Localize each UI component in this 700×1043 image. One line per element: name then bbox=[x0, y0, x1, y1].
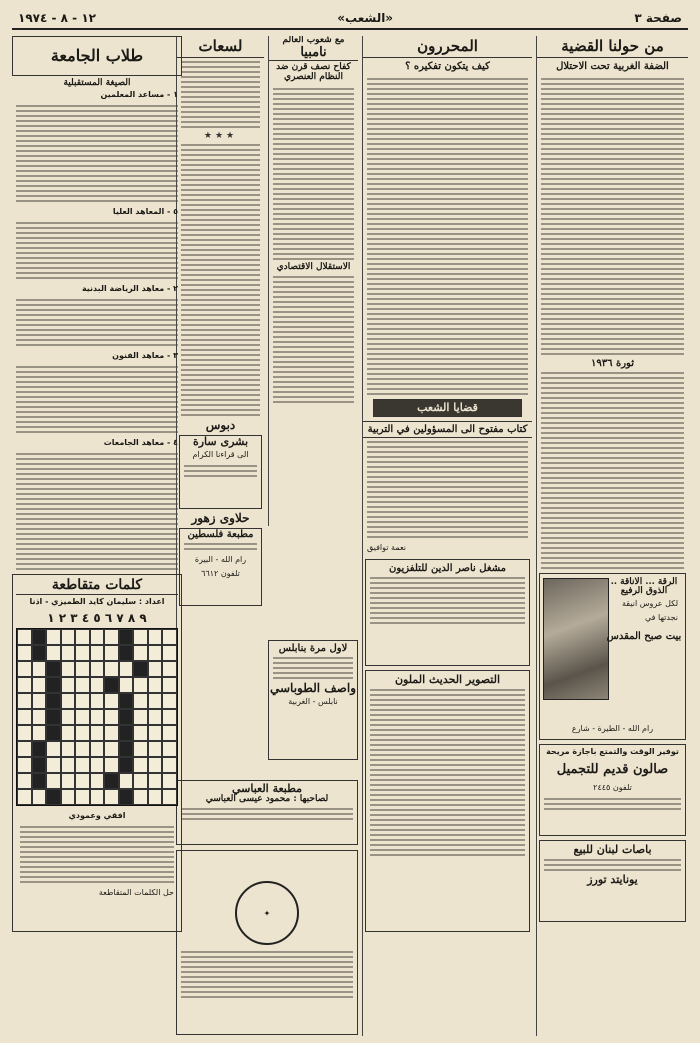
ad-bridal-text1: لكل عروس انيقة bbox=[621, 599, 678, 609]
crossword-cell bbox=[133, 725, 148, 741]
ad-bridal-brand: بيت صبح المقدس bbox=[606, 631, 682, 643]
column-1-masthead: من حولنا القضية bbox=[537, 36, 688, 58]
article-body-2b bbox=[363, 441, 532, 538]
article-body-3 bbox=[269, 88, 358, 260]
crossword-cell bbox=[104, 645, 119, 661]
crossword-cell bbox=[119, 789, 134, 805]
crossword-cell bbox=[61, 677, 76, 693]
crossword-cell bbox=[46, 757, 61, 773]
crossword-cell bbox=[90, 629, 105, 645]
ad-emblem bbox=[176, 850, 358, 1035]
article-2-footer: نعمة توافيق bbox=[367, 542, 407, 552]
crossword-cell bbox=[32, 645, 47, 661]
crossword-cell bbox=[119, 629, 134, 645]
crossword-cell bbox=[32, 661, 47, 677]
crossword-cell bbox=[162, 725, 177, 741]
box-qadaya: قضايا الشعب bbox=[373, 399, 522, 417]
crossword-cell bbox=[61, 693, 76, 709]
crossword-cell bbox=[17, 645, 32, 661]
box-good-news bbox=[179, 435, 262, 509]
crossword-cell bbox=[75, 725, 90, 741]
crossword-cell bbox=[148, 725, 163, 741]
crossword-cell bbox=[148, 645, 163, 661]
column-3-kicker: مع شعوب العالم bbox=[282, 36, 345, 45]
emblem-logo: ✦ bbox=[235, 881, 299, 945]
crossword-cell bbox=[104, 629, 119, 645]
issue-date: ١٢ - ٨ - ١٩٧٤ bbox=[18, 11, 96, 25]
crossword-cell bbox=[46, 709, 61, 725]
ad-salon bbox=[539, 744, 686, 836]
crossword-title: كلمات متقاطعة bbox=[16, 578, 178, 594]
ad-nablus-title: لاول مرة بنابلس bbox=[278, 643, 348, 654]
crossword-cell bbox=[61, 661, 76, 677]
crossword-cell bbox=[61, 757, 76, 773]
crossword-cell bbox=[32, 725, 47, 741]
column-3-masthead: نامبيا bbox=[269, 46, 358, 61]
page-number: صفحة ٣ bbox=[634, 11, 682, 25]
page-header bbox=[12, 8, 688, 30]
crossword-cell bbox=[90, 773, 105, 789]
column-5 bbox=[12, 36, 182, 1036]
crossword-cell bbox=[46, 661, 61, 677]
crossword-cell bbox=[119, 773, 134, 789]
ad-buses-company: يونايتد تورز bbox=[587, 872, 638, 886]
crossword-cell bbox=[61, 629, 76, 645]
crossword-cell bbox=[17, 629, 32, 645]
crossword-cell bbox=[162, 629, 177, 645]
crossword-cell bbox=[104, 709, 119, 725]
separator-stars: ★★★ bbox=[203, 130, 238, 141]
ad-palestine-press-title: مطبعة فلسطين bbox=[187, 528, 254, 540]
crossword-cell bbox=[104, 757, 119, 773]
crossword-cell bbox=[17, 789, 32, 805]
crossword-cell bbox=[162, 709, 177, 725]
crossword-cell bbox=[75, 693, 90, 709]
column-4 bbox=[176, 36, 264, 776]
article-body-1 bbox=[537, 78, 688, 355]
crossword-cell bbox=[17, 725, 32, 741]
column-5-masthead: طلاب الجامعة bbox=[12, 36, 182, 76]
column-3 bbox=[268, 36, 358, 526]
crossword-cell bbox=[104, 661, 119, 677]
section-3: ٣ - معاهد الفنون bbox=[112, 351, 178, 361]
ad-salon-title: صالون قديم للتجميل bbox=[556, 761, 669, 777]
crossword-cell bbox=[46, 741, 61, 757]
ad-nablus-name: واصف الطوباسي bbox=[269, 681, 356, 695]
crossword-cell bbox=[17, 693, 32, 709]
crossword-cell bbox=[148, 661, 163, 677]
crossword-cell bbox=[148, 789, 163, 805]
crossword-cell bbox=[61, 645, 76, 661]
crossword-cell bbox=[32, 677, 47, 693]
ad-salon-sub: توفير الوقت والتمتع باجازة مريحة bbox=[546, 746, 679, 756]
crossword-cell bbox=[75, 789, 90, 805]
crossword-cell bbox=[75, 709, 90, 725]
ad-abbasi-press bbox=[176, 780, 358, 845]
crossword-cell bbox=[162, 693, 177, 709]
crossword-author: اعداد : سليمان كايد الطميزي - اذنا bbox=[29, 596, 165, 606]
crossword bbox=[12, 574, 182, 932]
crossword-cell bbox=[17, 661, 32, 677]
ad-nablus bbox=[268, 640, 358, 760]
crossword-cell bbox=[61, 789, 76, 805]
article-body-4b bbox=[177, 144, 264, 416]
column-4-sign: دبوس bbox=[205, 417, 236, 432]
article-body-1b bbox=[537, 372, 688, 569]
crossword-cell bbox=[90, 741, 105, 757]
column-1-subhead: ثورة ١٩٣٦ bbox=[591, 357, 634, 369]
crossword-cell bbox=[17, 757, 32, 773]
ad-bridal bbox=[539, 573, 686, 740]
crossword-cell bbox=[133, 693, 148, 709]
crossword-cell bbox=[90, 645, 105, 661]
ad-bridal-text2: نجدتها في bbox=[645, 613, 678, 623]
ad-abbasi-owner: لصاحبها : محمود عيسى العباسي bbox=[205, 794, 329, 805]
column-3-headline: كفاح نصف قرن ضد النظام العنصري bbox=[276, 62, 351, 83]
crossword-cell bbox=[17, 741, 32, 757]
crossword-cell bbox=[119, 677, 134, 693]
crossword-cell bbox=[90, 709, 105, 725]
crossword-cell bbox=[148, 693, 163, 709]
crossword-cell bbox=[104, 677, 119, 693]
crossword-cell bbox=[32, 789, 47, 805]
column-2-masthead: المحررون bbox=[363, 36, 532, 58]
crossword-cell bbox=[133, 773, 148, 789]
crossword-cell bbox=[90, 677, 105, 693]
crossword-cell bbox=[75, 629, 90, 645]
ad-salon-phone: تلفون ٢٤٤٥ bbox=[593, 782, 632, 792]
crossword-cell bbox=[61, 709, 76, 725]
article-body-4 bbox=[177, 61, 264, 128]
ad-abbasi-title: مطبعة العباسي bbox=[231, 782, 303, 795]
box-good-news-title: بشرى سارة bbox=[192, 434, 249, 448]
crossword-cell bbox=[104, 789, 119, 805]
crossword-cell bbox=[46, 725, 61, 741]
crossword-cell bbox=[90, 725, 105, 741]
ad-tv-title: مشغل ناصر الدين للتلفزيون bbox=[389, 562, 506, 574]
crossword-cell bbox=[162, 757, 177, 773]
crossword-cell bbox=[75, 757, 90, 773]
column-1 bbox=[536, 36, 688, 1036]
crossword-cell bbox=[46, 645, 61, 661]
crossword-cell bbox=[104, 725, 119, 741]
ad-photo-title: التصوير الحديث الملون bbox=[394, 672, 501, 686]
crossword-cell bbox=[61, 773, 76, 789]
ad-bridal-title: الرقة ... الاناقة .. الذوق الرفيع bbox=[610, 576, 678, 597]
crossword-cell bbox=[133, 789, 148, 805]
ad-buses bbox=[539, 840, 686, 922]
section-5: ٥ - المعاهد العليا bbox=[112, 207, 178, 217]
crossword-cell bbox=[133, 677, 148, 693]
crossword-cell bbox=[148, 741, 163, 757]
crossword-cell bbox=[75, 661, 90, 677]
crossword-cell bbox=[148, 677, 163, 693]
crossword-cell bbox=[133, 741, 148, 757]
ad-tv-repair bbox=[365, 559, 530, 666]
crossword-cell bbox=[119, 709, 134, 725]
crossword-grid bbox=[16, 628, 178, 806]
crossword-cell bbox=[46, 789, 61, 805]
crossword-numbers: ٩ ٨ ٧ ٦ ٥ ٤ ٣ ٢ ١ bbox=[47, 610, 147, 625]
crossword-cell bbox=[17, 677, 32, 693]
crossword-cell bbox=[148, 629, 163, 645]
ad-palestine-press-address: رام الله - البيرة bbox=[194, 554, 247, 564]
crossword-cell bbox=[32, 741, 47, 757]
crossword-cell bbox=[119, 741, 134, 757]
ad-color-photo bbox=[365, 670, 530, 932]
crossword-cell bbox=[119, 645, 134, 661]
crossword-cell bbox=[119, 725, 134, 741]
ad-sweets-name: حلاوى زهور bbox=[191, 510, 250, 525]
crossword-cell bbox=[104, 741, 119, 757]
crossword-cell bbox=[46, 693, 61, 709]
crossword-hint: افقي وعمودي bbox=[68, 810, 126, 820]
column-3-subhead: الاستقلال الاقتصادي bbox=[276, 261, 351, 272]
crossword-cell bbox=[46, 677, 61, 693]
crossword-cell bbox=[119, 661, 134, 677]
crossword-cell bbox=[75, 741, 90, 757]
crossword-cell bbox=[90, 693, 105, 709]
crossword-cell bbox=[119, 757, 134, 773]
ad-bridal-photo bbox=[543, 578, 609, 700]
crossword-cell bbox=[61, 725, 76, 741]
crossword-cell bbox=[46, 773, 61, 789]
column-2 bbox=[362, 36, 532, 1036]
crossword-cell bbox=[119, 693, 134, 709]
crossword-cell bbox=[133, 709, 148, 725]
crossword-cell bbox=[104, 693, 119, 709]
column-5-subhead: الصيغة المستقبلية bbox=[63, 77, 131, 88]
crossword-cell bbox=[90, 757, 105, 773]
article-body-2 bbox=[363, 78, 532, 395]
crossword-cell bbox=[133, 757, 148, 773]
crossword-cell bbox=[32, 757, 47, 773]
article-body-3b bbox=[269, 276, 358, 403]
crossword-cell bbox=[32, 693, 47, 709]
column-4-masthead: لسعات bbox=[177, 36, 264, 58]
ad-palestine-press bbox=[179, 528, 262, 606]
crossword-cell bbox=[17, 709, 32, 725]
column-2-question: كيف يتكون تفكيره ؟ bbox=[405, 60, 490, 72]
crossword-cell bbox=[162, 645, 177, 661]
crossword-cell bbox=[148, 709, 163, 725]
crossword-cell bbox=[162, 773, 177, 789]
crossword-cell bbox=[133, 645, 148, 661]
section-2: ٢ - معاهد الرياضة البدنية bbox=[81, 284, 178, 294]
crossword-cell bbox=[90, 661, 105, 677]
crossword-cell bbox=[75, 773, 90, 789]
crossword-cell bbox=[32, 709, 47, 725]
crossword-cell bbox=[162, 789, 177, 805]
crossword-cell bbox=[90, 789, 105, 805]
ad-buses-title: باصات لبنان للبيع bbox=[573, 842, 652, 856]
crossword-cell bbox=[148, 773, 163, 789]
newspaper-name: «الشعب» bbox=[337, 11, 394, 25]
crossword-footer: حل الكلمات المتقاطعة bbox=[98, 887, 174, 897]
crossword-cell bbox=[104, 773, 119, 789]
crossword-cell bbox=[75, 645, 90, 661]
ad-nablus-place: نابلس - الغربية bbox=[288, 697, 338, 707]
crossword-cell bbox=[148, 757, 163, 773]
crossword-cell bbox=[61, 741, 76, 757]
crossword-cell bbox=[162, 741, 177, 757]
crossword-cell bbox=[32, 629, 47, 645]
crossword-cell bbox=[133, 661, 148, 677]
section-4: ٤ - معاهد الجامعات bbox=[103, 438, 178, 448]
crossword-cell bbox=[75, 677, 90, 693]
box-good-news-text: الى قراءنا الكرام bbox=[192, 449, 249, 459]
ad-bridal-note: رام الله - الطيرة - شارع bbox=[571, 723, 654, 733]
crossword-cell bbox=[162, 677, 177, 693]
crossword-cell bbox=[46, 629, 61, 645]
crossword-cell bbox=[17, 773, 32, 789]
ad-palestine-press-phone: تلفون ٦٦١٢ bbox=[201, 568, 240, 578]
column-2-headline: كتاب مفتوح الى المسؤولين في التربية bbox=[363, 421, 532, 438]
crossword-cell bbox=[162, 661, 177, 677]
crossword-cell bbox=[133, 629, 148, 645]
section-1: ١ - مساعد المعلمين bbox=[100, 90, 178, 100]
crossword-cell bbox=[32, 773, 47, 789]
column-1-headline: الضفة الغربية تحت الاحتلال bbox=[556, 60, 669, 72]
